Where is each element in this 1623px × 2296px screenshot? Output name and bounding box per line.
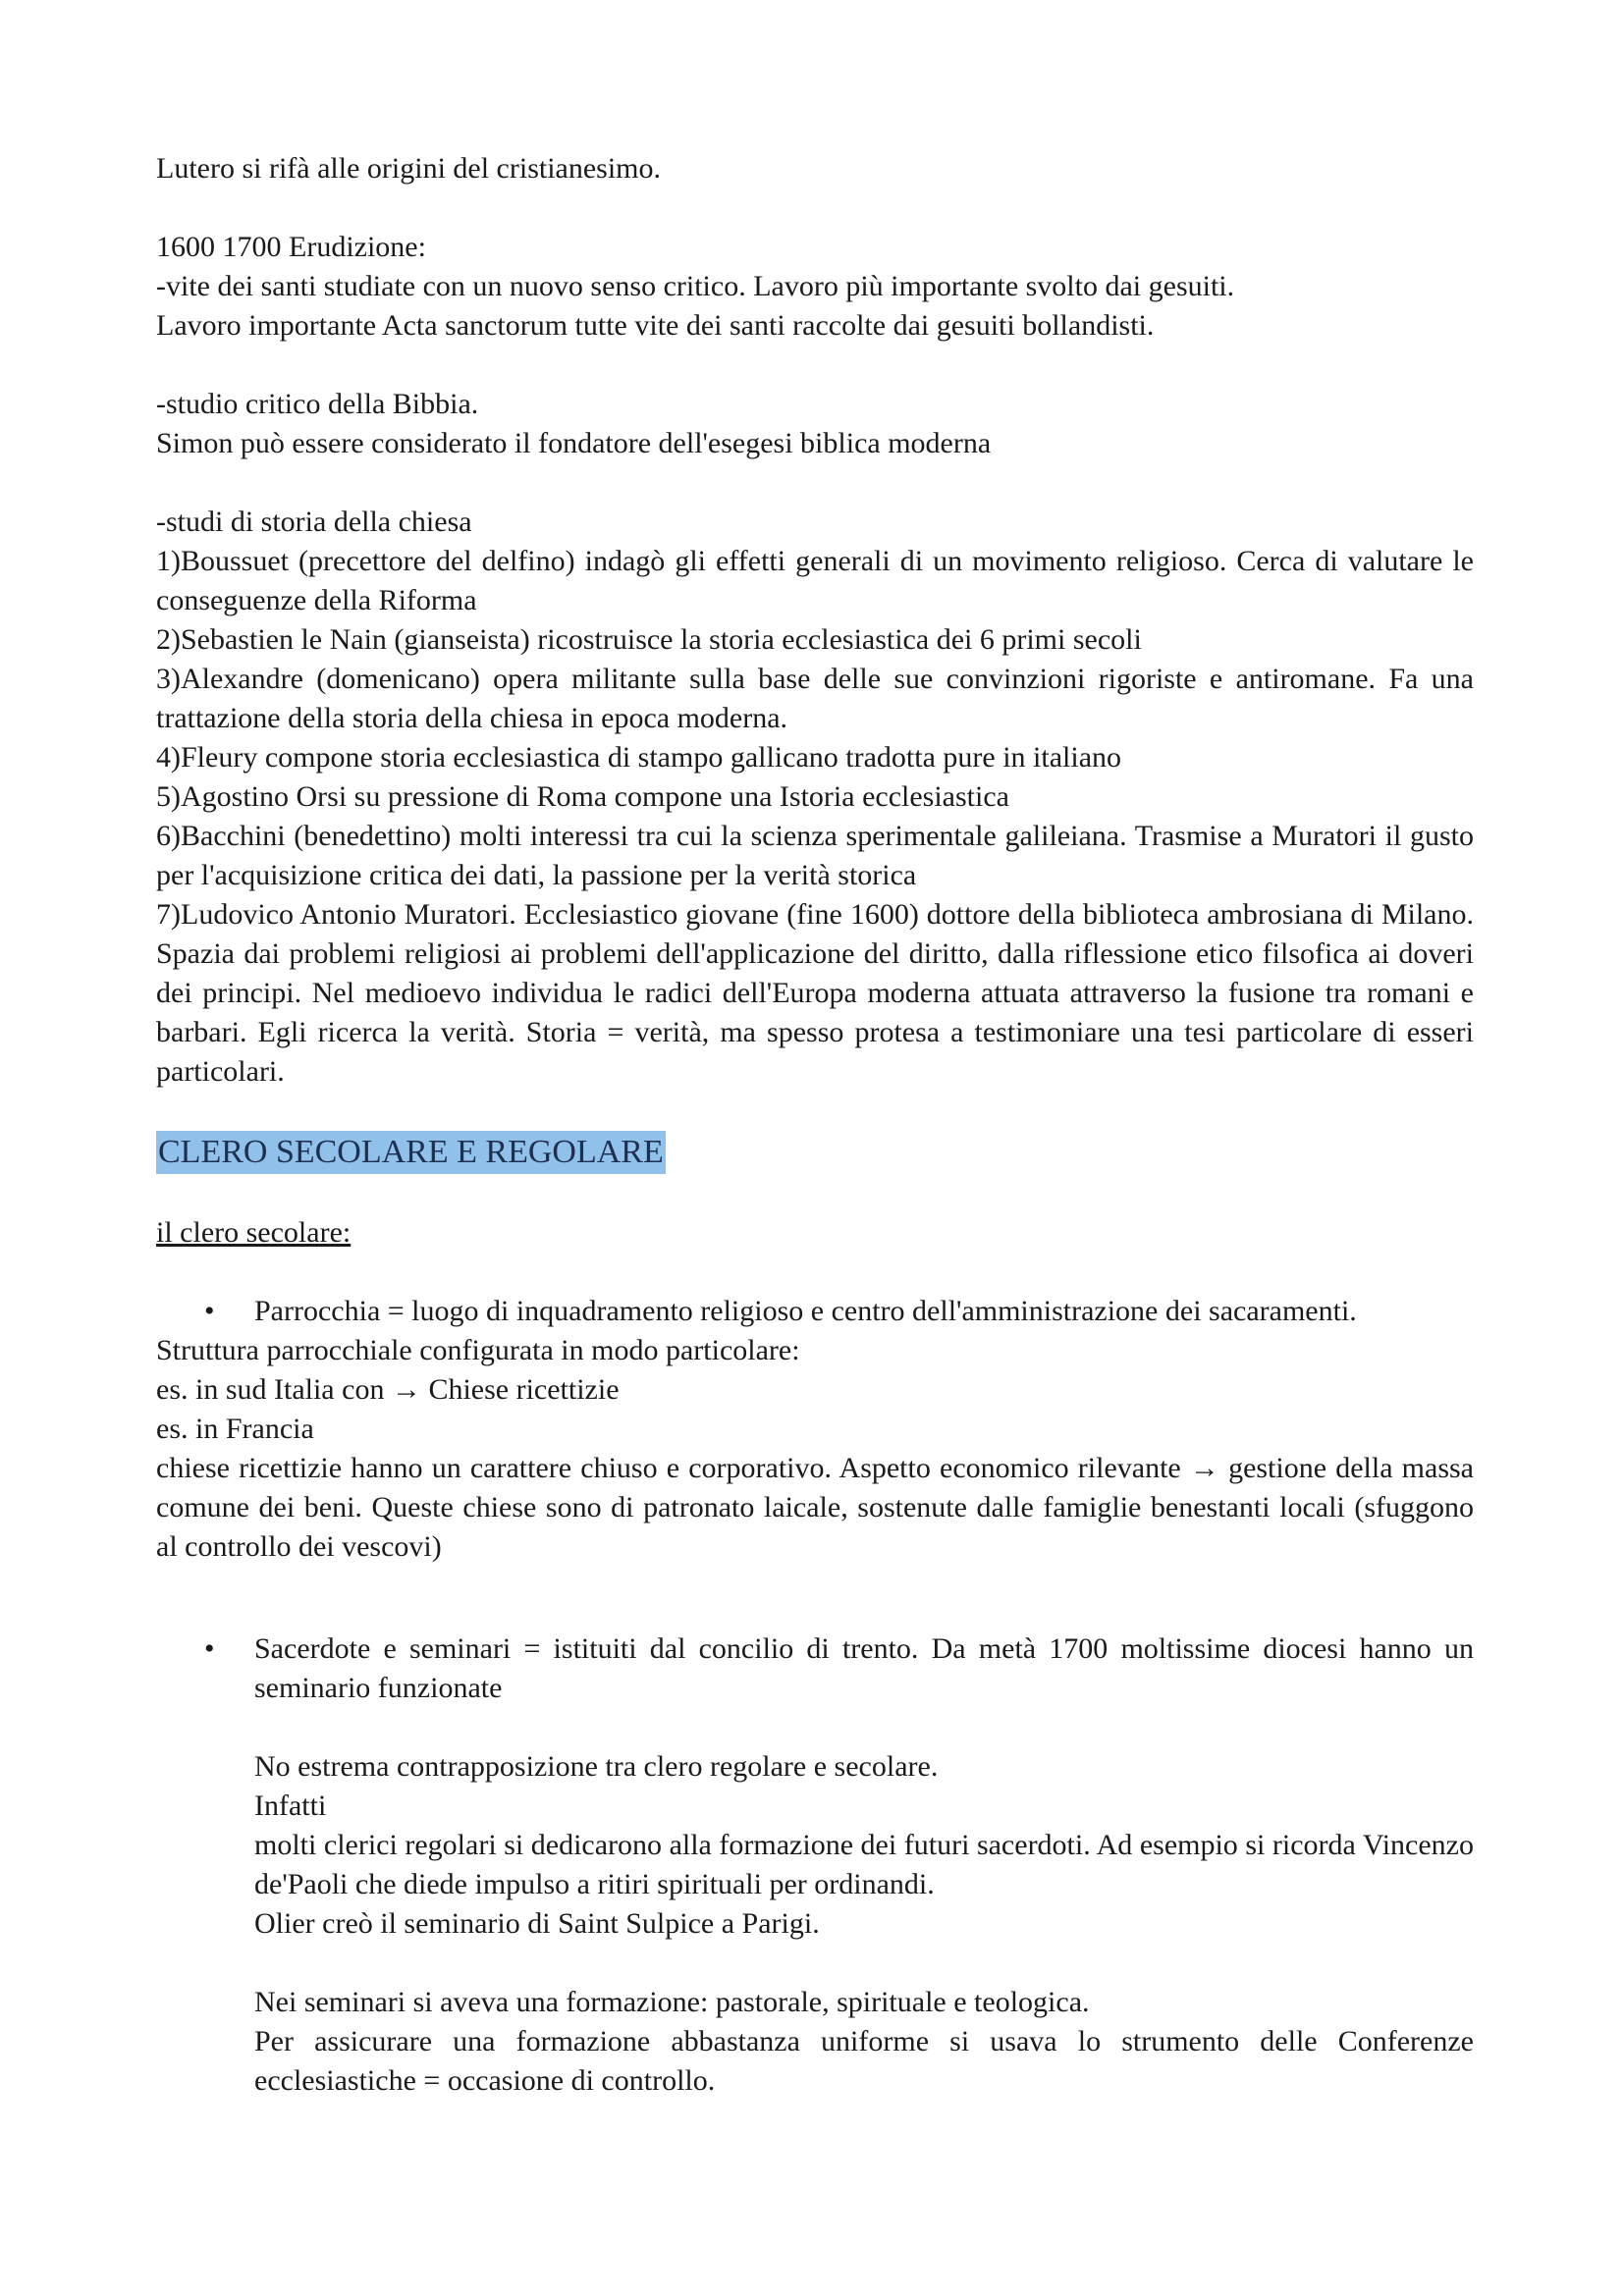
secular-clergy-title: il clero secolare: xyxy=(156,1216,352,1249)
list-item: 4)Fleury compone storia ecclesiastica di stampo gallicano tradotta pure in italiano xyxy=(156,741,1122,774)
list-item: 5)Agostino Orsi su pressione di Roma compone una Istoria ecclesiastica xyxy=(156,780,1009,813)
infatti-line: Infatti xyxy=(254,1789,327,1822)
seminary-text: Sacerdote e seminari = istituiti dal concilio di trento. Da metà 1700 moltissime diocesi hanno un seminario funzionate xyxy=(254,1632,1474,1704)
bullet-icon: • xyxy=(204,1295,215,1327)
bible-text: Simon può essere considerato il fondatore dell'esegesi biblica moderna xyxy=(156,427,992,459)
saints-line: -vite dei santi studiate con un nuovo senso critico. Lavoro più importante svolto dai gesuiti. xyxy=(156,270,1235,302)
conferences-paragraph: Per assicurare una formazione abbastanza uniforme si usava lo strumento delle Conferenze ecclesiastiche = occasione di controllo. xyxy=(254,2025,1474,2097)
bible-title: -studio critico della Bibbia. xyxy=(156,388,479,420)
list-item: 3)Alexandre (domenicano) opera militante sulla base delle sue convinzioni rigoriste e antiromane. Fa una trattazione della storia della chiesa in epoca moderna. xyxy=(156,663,1474,734)
south-italy-line: es. in sud Italia con → Chiese ricettizie xyxy=(156,1373,620,1406)
acta-line: Lavoro importante Acta sanctorum tutte vite dei santi raccolte dai gesuiti bollandisti. xyxy=(156,309,1155,342)
list-item: 7)Ludovico Antonio Muratori. Ecclesiastico giovane (fine 1600) dottore della biblioteca ambrosiana di Milano. Spazia dai problemi religiosi ai problemi dell'applicazione del diritto, dalla riflessione etico filsofica ai doveri dei principi. Nel medioevo individua le radici dell'Europa moderna attuata attraverso la fusione tra romani e barbari. Egli ricerca la verità. Storia = verità, ma spesso protesa a testimoniare una tesi particolare di esseri particolari. xyxy=(156,898,1474,1088)
list-item: 2)Sebastien le Nain (gianseista) ricostruisce la storia ecclesiastica dei 6 primi secoli xyxy=(156,623,1142,656)
list-item: 6)Bacchini (benedettino) molti interessi tra cui la scienza sperimentale galileiana. Trasmise a Muratori il gusto per l'acquisizione critica dei dati, la passione per la verità storica xyxy=(156,820,1474,891)
seminary-bullet xyxy=(156,1629,1474,1708)
list-item: 1)Boussuet (precettore del delfino) indagò gli effetti generali di un movimento religioso. Cerca di valutare le conseguenze della Riforma xyxy=(156,545,1474,616)
erudition-title: 1600 1700 Erudizione: xyxy=(156,231,426,263)
formation-line: Nei seminari si aveva una formazione: pastorale, spirituale e teologica. xyxy=(254,1986,1090,2018)
no-contrast-line: No estrema contrapposizione tra clero regolare e secolare. xyxy=(254,1750,939,1783)
church-history-title: -studi di storia della chiesa xyxy=(156,506,472,538)
page-content xyxy=(156,149,1474,2101)
parish-text: Parrocchia = luogo di inquadramento religioso e centro dell'amministrazione dei sacaramenti. xyxy=(254,1295,1357,1327)
parish-bullet xyxy=(156,1292,1474,1331)
regulars-paragraph: molti clerici regolari si dedicarono alla formazione dei futuri sacerdoti. Ad esempio si ricorda Vincenzo de'Paoli che diede impulso a ritiri spirituali per ordinandi. xyxy=(254,1829,1474,1900)
ricettizie-paragraph: chiese ricettizie hanno un carattere chiuso e corporativo. Aspetto economico rilevante → gestione della massa comune dei beni. Queste chiese sono di patronato laicale, sostenute dalle famiglie benestanti locali (sfuggono al controllo dei vescovi) xyxy=(156,1452,1474,1563)
structure-line: Struttura parrocchiale configurata in modo particolare: xyxy=(156,1334,800,1366)
france-line: es. in Francia xyxy=(156,1413,314,1445)
intro-line: Lutero si rifà alle origini del cristianesimo. xyxy=(156,152,662,185)
seminary-details xyxy=(156,1747,1474,2101)
bullet-icon: • xyxy=(204,1632,215,1665)
olier-line: Olier creò il seminario di Saint Sulpice a Parigi. xyxy=(254,1907,820,1940)
section-heading: CLERO SECOLARE E REGOLARE xyxy=(156,1131,666,1174)
